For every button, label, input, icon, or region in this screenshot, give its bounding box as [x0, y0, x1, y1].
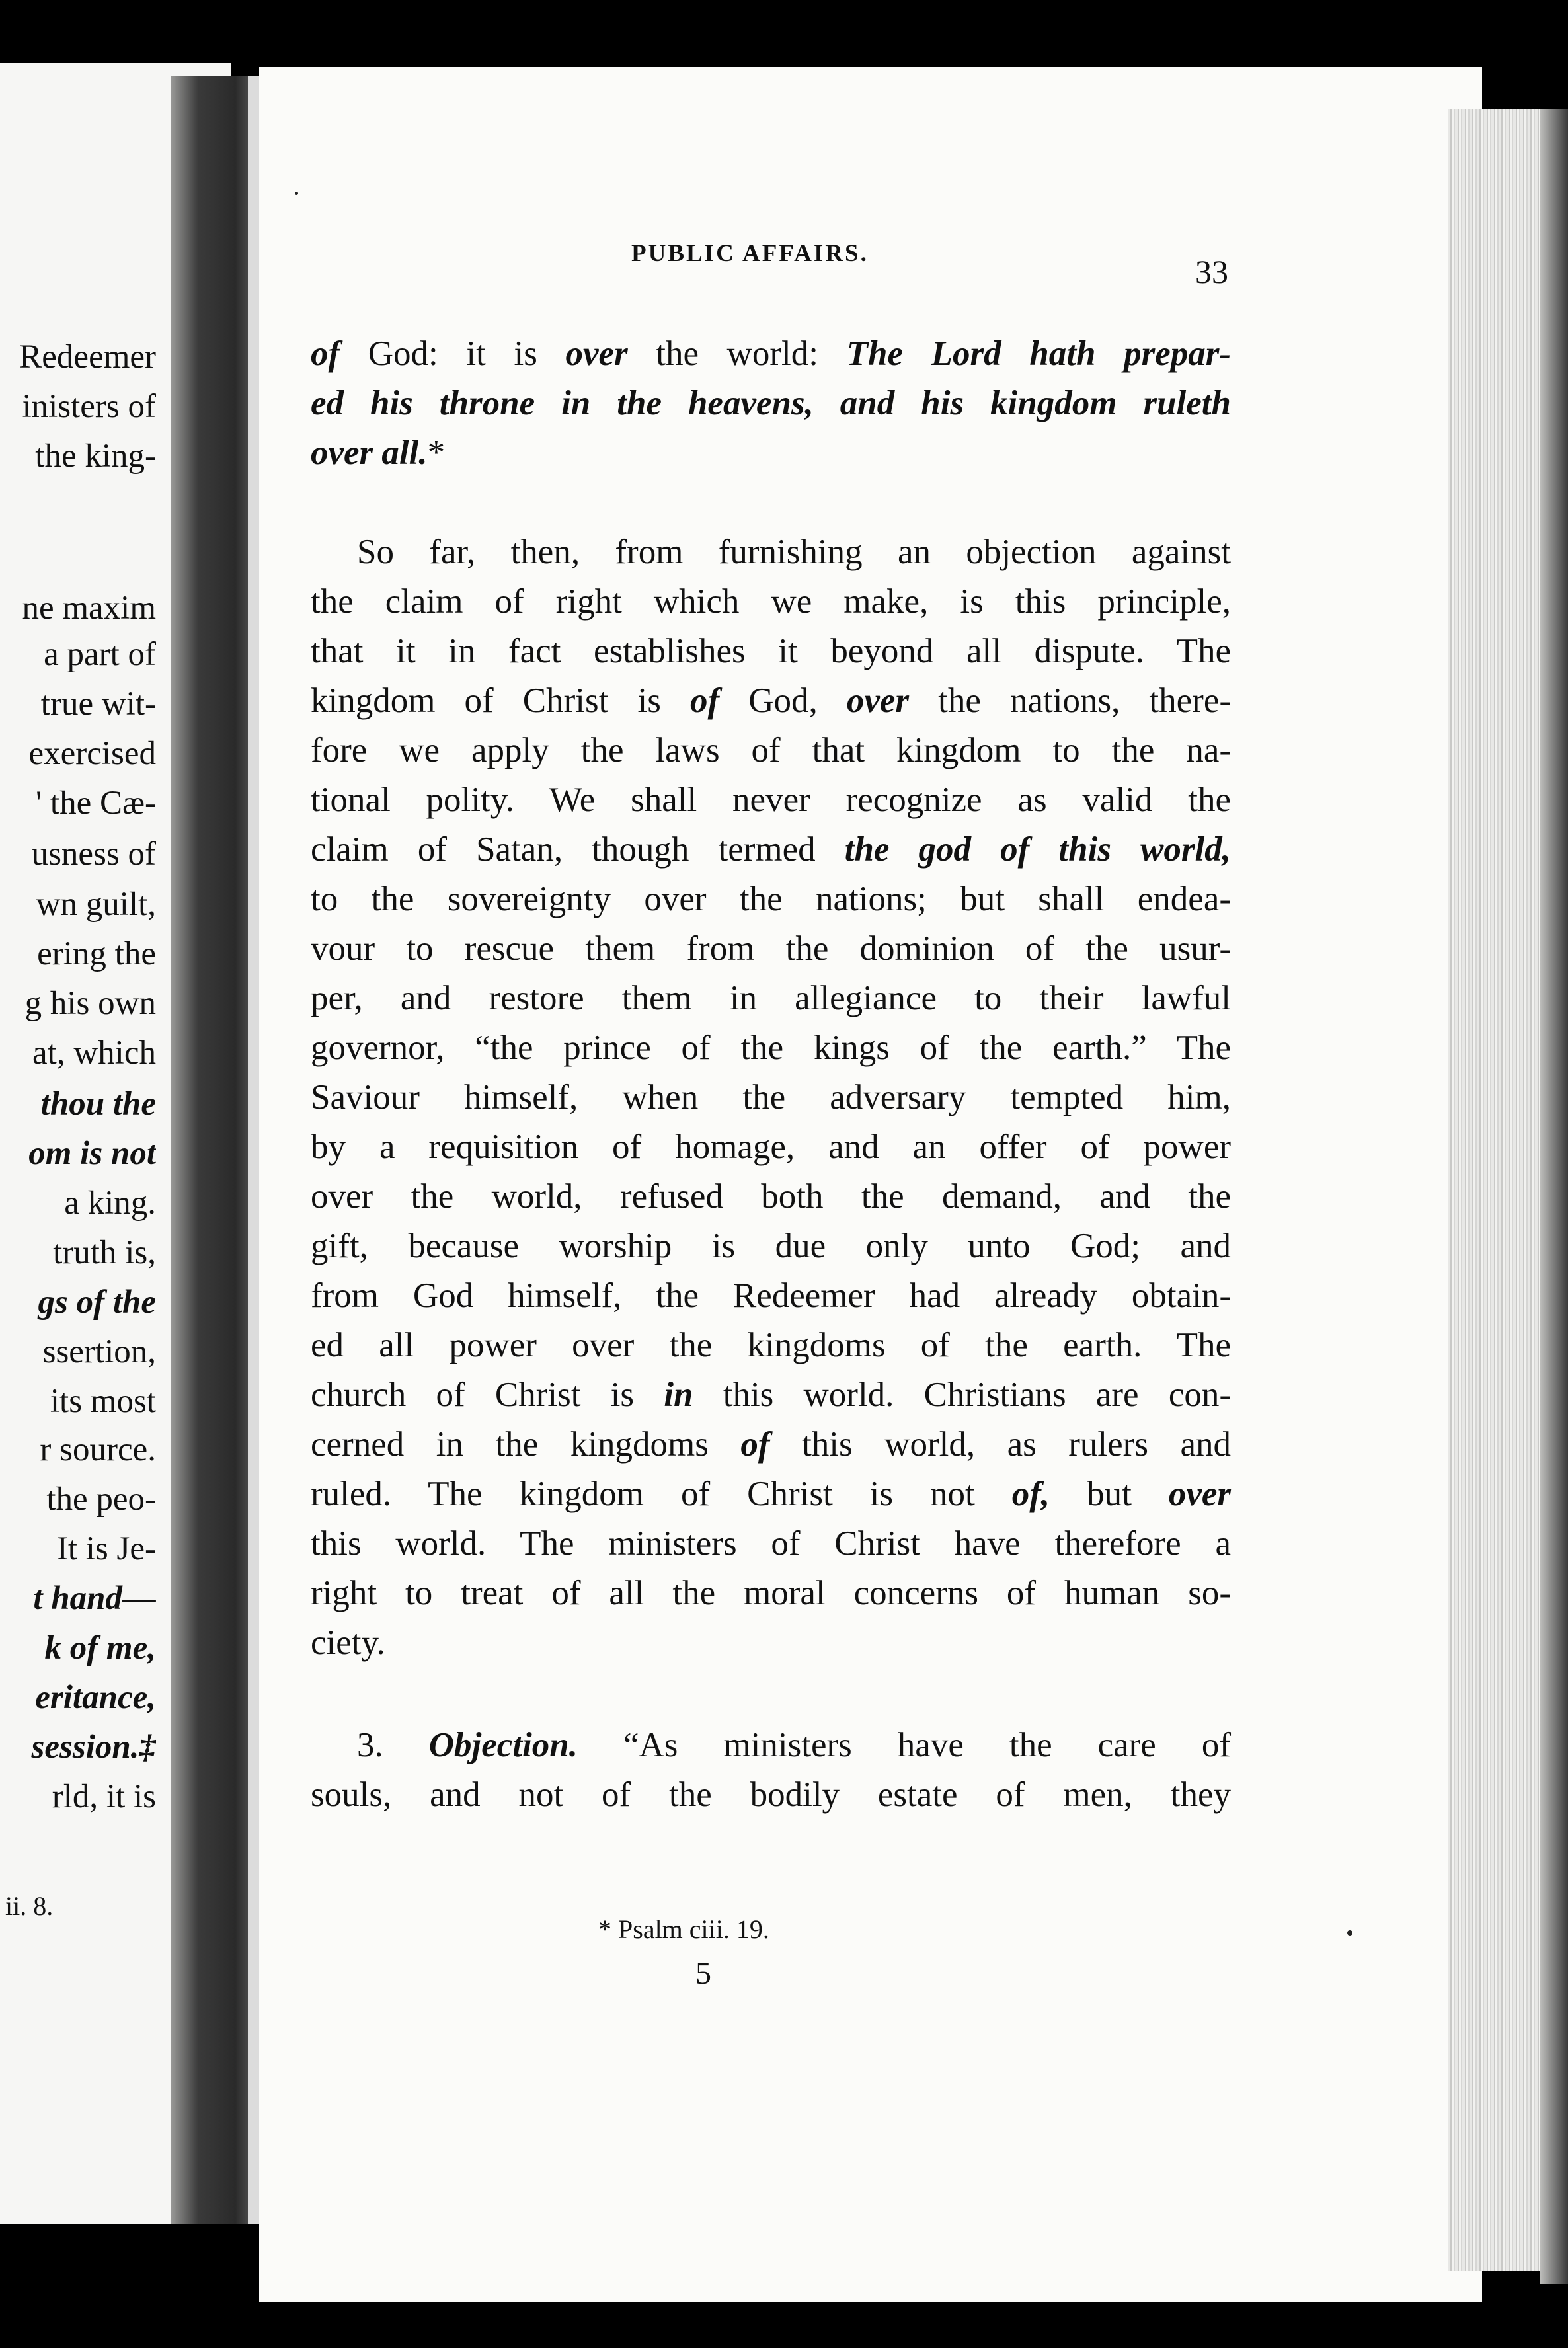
text-line: fore we apply the laws of that kingdom to the na- [311, 731, 1231, 769]
text-line: right to treat of all the moral concerns of human so- [311, 1574, 1231, 1612]
text-line: to the sovereignty over the nations; but shall endea- [311, 880, 1231, 918]
left-page-line: k of me, [44, 1629, 156, 1666]
gutter-highlight [248, 76, 260, 2224]
left-page-line: g his own [24, 985, 156, 1022]
scan-speck [295, 192, 298, 195]
text-line: over the world, refused both the demand, and the [311, 1177, 1231, 1216]
running-head: PUBLIC AFFAIRS. [631, 240, 869, 267]
left-page-line: session.‡ [31, 1729, 156, 1766]
left-page-line: ne maxim [22, 590, 156, 627]
page-number: 33 [1195, 253, 1228, 290]
text-line: vour to rescue them from the dominion of the usur- [311, 929, 1231, 968]
left-page-line: its most [50, 1383, 156, 1420]
scan-speck [1347, 1930, 1352, 1936]
text-line: claim of Satan, though termed the god of this world, [311, 830, 1231, 869]
left-page-line: gs of the [38, 1284, 156, 1321]
page-edge-shadow [1540, 109, 1568, 2284]
left-page-line: It is Je- [56, 1530, 156, 1567]
left-page-line: inisters of [22, 388, 156, 425]
text-line: from God himself, the Redeemer had already obtain- [311, 1276, 1231, 1315]
text-line: kingdom of Christ is of God, over the nations, there- [311, 682, 1231, 720]
left-page-line: ering the [37, 935, 156, 972]
text-line: 3. Objection. “As ministers have the care of [357, 1726, 1231, 1764]
text-line: ed his throne in the heavens, and his kingdom ruleth [311, 384, 1231, 422]
left-page-line: at, which [32, 1035, 156, 1072]
left-page-line: a part of [44, 636, 156, 673]
left-page-line: t hand— [33, 1580, 156, 1617]
left-page-line: truth is, [53, 1234, 156, 1271]
left-page-line: r source. [40, 1431, 156, 1468]
left-page-line: wn guilt, [36, 886, 156, 923]
left-page-line: ' the Cæ- [35, 785, 156, 822]
left-page-line: the peo- [46, 1481, 156, 1518]
left-page-line: true wit- [40, 685, 156, 723]
text-line: souls, and not of the bodily estate of men, they [311, 1776, 1231, 1814]
text-line: tional polity. We shall never recognize as valid the [311, 781, 1231, 819]
text-line: this world. The ministers of Christ have therefore a [311, 1524, 1231, 1563]
left-footnote: ii. 8. [5, 1891, 54, 1921]
left-page-line: om is not [28, 1135, 156, 1172]
left-page-line: usness of [31, 836, 156, 873]
signature-mark: 5 [695, 1956, 711, 1991]
text-line: ruled. The kingdom of Christ is not of, but over [311, 1475, 1231, 1513]
text-line: that it in fact establishes it beyond all dispute. The [311, 632, 1231, 670]
text-line: So far, then, from furnishing an objection against [357, 533, 1231, 571]
footnote: * Psalm ciii. 19. [598, 1914, 769, 1944]
left-page-line: a king. [64, 1185, 156, 1222]
left-page-line: Redeemer [19, 338, 156, 375]
text-line: church of Christ is in this world. Christians are con- [311, 1376, 1231, 1414]
left-page-line: ssertion, [42, 1333, 156, 1370]
text-line: of God: it is over the world: The Lord hath prepar- [311, 334, 1231, 373]
text-line: per, and restore them in allegiance to their lawful [311, 979, 1231, 1017]
left-page-line: rld, it is [52, 1778, 156, 1815]
text-line: over all.* [311, 434, 446, 472]
text-line: ciety. [311, 1624, 385, 1662]
text-line: ed all power over the kingdoms of the earth. The [311, 1326, 1231, 1364]
left-page-line: the king- [35, 438, 156, 475]
text-line: the claim of right which we make, is this principle, [311, 582, 1231, 621]
text-line: governor, “the prince of the kings of the earth.” The [311, 1029, 1231, 1067]
left-page-line: exercised [28, 735, 156, 772]
left-page-line: thou the [40, 1085, 156, 1122]
text-line: Saviour himself, when the adversary tempted him, [311, 1078, 1231, 1116]
text-line: cerned in the kingdoms of this world, as rulers and [311, 1425, 1231, 1464]
left-page-line: eritance, [35, 1679, 156, 1716]
text-line: gift, because worship is due only unto God; and [311, 1227, 1231, 1265]
text-line: by a requisition of homage, and an offer of power [311, 1128, 1231, 1166]
